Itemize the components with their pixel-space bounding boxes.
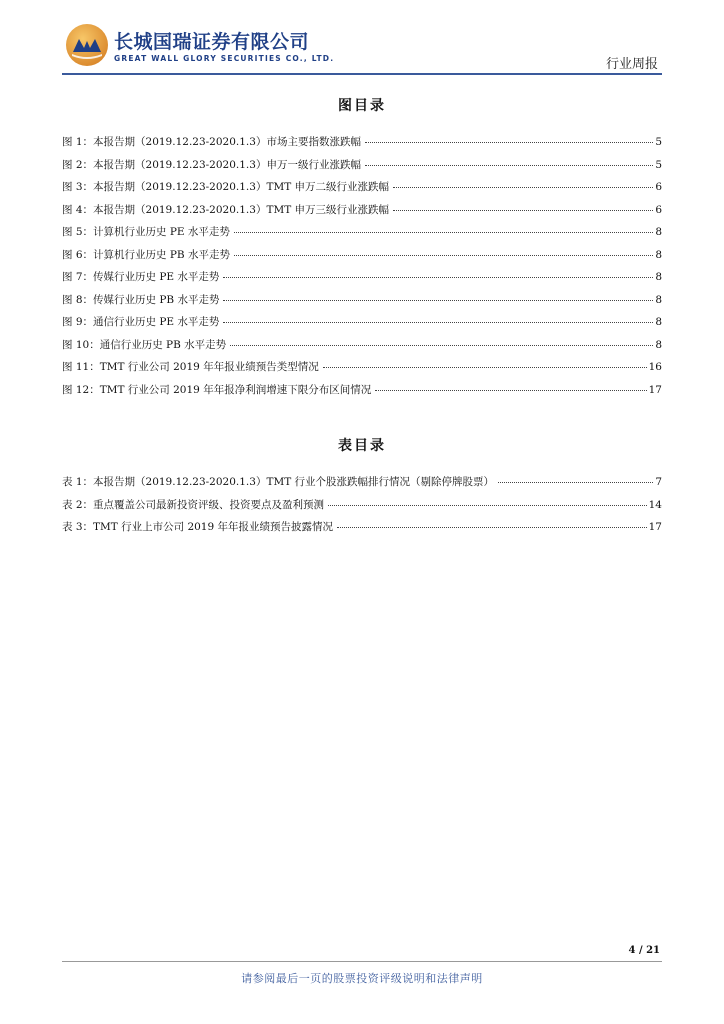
figure-toc-title: 图目录 bbox=[338, 98, 386, 114]
footer-disclaimer[interactable]: 请参阅最后一页的股票投资评级说明和法律声明 bbox=[241, 972, 483, 985]
toc-entry[interactable] bbox=[62, 134, 662, 157]
toc-leader bbox=[234, 224, 653, 233]
toc-entry-page: 8 bbox=[655, 316, 662, 328]
toc-leader bbox=[328, 497, 647, 506]
toc-entry-label: 图 11：TMT 行业公司 2019 年年报业绩预告类型情况 bbox=[62, 361, 319, 373]
toc-entry-page: 8 bbox=[655, 226, 662, 238]
company-name-cn: 长城国瑞证券有限公司 bbox=[114, 31, 310, 53]
report-type-label: 行业周报 bbox=[605, 57, 658, 72]
toc-leader bbox=[393, 179, 653, 188]
toc-leader bbox=[393, 202, 653, 211]
toc-entry-page: 8 bbox=[655, 248, 662, 261]
toc-entry-page: 17 bbox=[648, 521, 662, 533]
toc-entry[interactable] bbox=[62, 179, 662, 202]
toc-leader bbox=[337, 519, 647, 528]
toc-entry-page: 7 bbox=[655, 476, 662, 488]
toc-leader bbox=[498, 474, 653, 483]
toc-entry[interactable] bbox=[62, 269, 662, 292]
toc-entry[interactable] bbox=[62, 247, 662, 270]
toc-entry-label: 图 10：通信行业历史 PB 水平走势 bbox=[62, 338, 227, 351]
toc-entry[interactable] bbox=[62, 314, 662, 337]
toc-entry-page: 5 bbox=[655, 136, 662, 148]
toc-entry[interactable] bbox=[62, 519, 662, 542]
figure-toc-list bbox=[62, 134, 662, 404]
toc-entry-label: 表 3：TMT 行业上市公司 2019 年年报业绩预告披露情况 bbox=[62, 521, 334, 533]
toc-entry-page: 5 bbox=[655, 158, 662, 171]
toc-entry[interactable] bbox=[62, 497, 662, 520]
toc-entry[interactable] bbox=[62, 202, 662, 225]
toc-entry-page: 16 bbox=[648, 361, 662, 373]
toc-entry-page: 6 bbox=[655, 203, 662, 216]
toc-entry[interactable] bbox=[62, 382, 662, 405]
toc-entry[interactable] bbox=[62, 157, 662, 180]
toc-leader bbox=[230, 337, 653, 346]
footer-divider bbox=[62, 961, 662, 962]
page-number: 4 / 21 bbox=[628, 945, 660, 956]
toc-entry-label: 图 7：传媒行业历史 PE 水平走势 bbox=[62, 271, 220, 283]
toc-entry[interactable] bbox=[62, 224, 662, 247]
toc-entry-label: 图 2：本报告期（2019.12.23-2020.1.3）申万一级行业涨跌幅 bbox=[62, 158, 361, 171]
toc-entry[interactable] bbox=[62, 474, 662, 497]
toc-leader bbox=[223, 314, 653, 323]
toc-entry-page: 8 bbox=[655, 293, 662, 306]
toc-entry[interactable] bbox=[62, 292, 662, 315]
toc-entry-page: 14 bbox=[648, 498, 662, 511]
toc-leader bbox=[365, 157, 653, 166]
toc-entry-label: 图 8：传媒行业历史 PB 水平走势 bbox=[62, 293, 220, 306]
toc-entry-page: 6 bbox=[655, 181, 662, 193]
table-toc-title: 表目录 bbox=[338, 438, 386, 454]
toc-entry-page: 8 bbox=[655, 338, 662, 351]
toc-entry-label: 图 9：通信行业历史 PE 水平走势 bbox=[62, 316, 220, 328]
table-toc-list bbox=[62, 474, 662, 542]
toc-entry[interactable] bbox=[62, 359, 662, 382]
toc-entry-page: 17 bbox=[648, 383, 662, 396]
company-name-en: GREAT WALL GLORY SECURITIES CO., LTD. bbox=[114, 54, 335, 63]
toc-entry-label: 图 4：本报告期（2019.12.23-2020.1.3）TMT 申万三级行业涨跌幅 bbox=[62, 203, 390, 216]
toc-leader bbox=[365, 134, 653, 143]
toc-entry-label: 表 2：重点覆盖公司最新投资评级、投资要点及盈利预测 bbox=[62, 498, 325, 511]
toc-entry-label: 图 12：TMT 行业公司 2019 年年报净利润增速下限分布区间情况 bbox=[62, 383, 372, 396]
toc-leader bbox=[375, 382, 646, 391]
toc-entry-label: 图 3：本报告期（2019.12.23-2020.1.3）TMT 申万二级行业涨跌幅 bbox=[62, 181, 390, 193]
toc-entry[interactable] bbox=[62, 337, 662, 360]
header-divider bbox=[62, 73, 662, 75]
toc-entry-page: 8 bbox=[655, 271, 662, 283]
toc-entry-label: 图 5：计算机行业历史 PE 水平走势 bbox=[62, 226, 230, 238]
toc-leader bbox=[223, 292, 653, 301]
toc-entry-label: 表 1：本报告期（2019.12.23-2020.1.3）TMT 行业个股涨跌幅排行情况（剔除停牌股票） bbox=[62, 476, 495, 488]
company-logo-icon bbox=[64, 22, 110, 68]
toc-entry-label: 图 1：本报告期（2019.12.23-2020.1.3）市场主要指数涨跌幅 bbox=[62, 136, 361, 148]
toc-leader bbox=[223, 269, 653, 278]
toc-entry-label: 图 6：计算机行业历史 PB 水平走势 bbox=[62, 248, 230, 261]
toc-leader bbox=[234, 247, 653, 256]
toc-leader bbox=[323, 359, 647, 368]
page-header bbox=[0, 0, 724, 80]
